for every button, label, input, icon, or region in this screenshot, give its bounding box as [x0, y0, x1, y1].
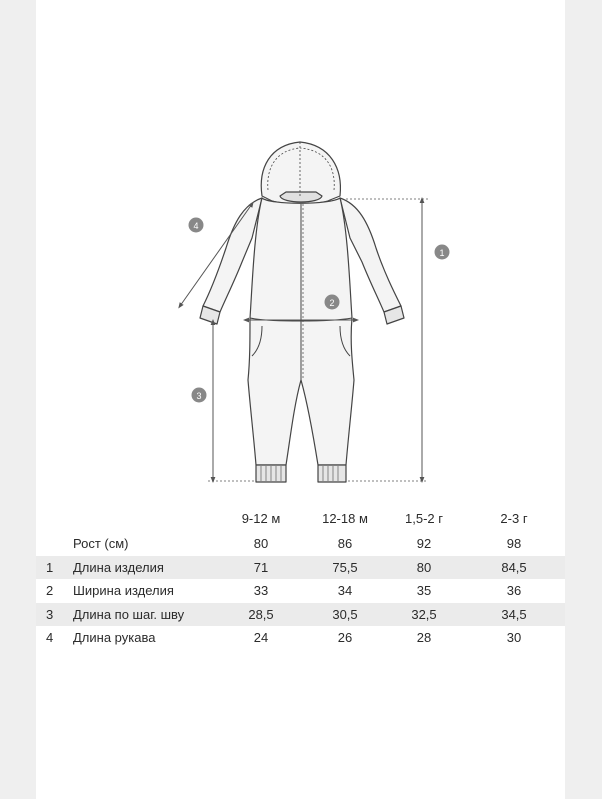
table-row-inseam [36, 603, 565, 627]
size-header: 2-3 г [500, 511, 528, 526]
row-value: 80 [416, 559, 432, 575]
row-value: 36 [506, 583, 522, 598]
row-label: Длина изделия [73, 559, 164, 575]
size-header: 1,5-2 г [405, 511, 443, 526]
size-table [36, 506, 565, 650]
size-header: 9-12 м [241, 511, 281, 526]
row-value: 24 [253, 630, 269, 645]
marker-2 [325, 295, 340, 310]
row-value: 30 [506, 630, 522, 645]
hood-inner [280, 192, 322, 202]
size-header-row [36, 506, 565, 532]
marker-3 [192, 388, 207, 403]
row-value: 30,5 [332, 606, 358, 622]
table-row-length [36, 556, 565, 580]
svg-text:2: 2 [329, 298, 335, 308]
row-label: Длина рукава [73, 630, 156, 645]
svg-text:3: 3 [196, 391, 202, 401]
row-value: 34 [337, 583, 353, 598]
svg-text:1: 1 [439, 248, 445, 258]
svg-text:4: 4 [193, 221, 199, 231]
size-header: 12-18 м [322, 511, 368, 526]
row-number: 1 [46, 559, 54, 575]
right-ankle-cuff [318, 465, 346, 482]
row-value: 34,5 [501, 606, 527, 622]
row-value: 26 [337, 630, 353, 645]
table-row-sleeve [36, 626, 565, 650]
row-number: 4 [46, 630, 54, 645]
marker-4 [189, 218, 204, 233]
row-number: 3 [46, 606, 54, 622]
row-number: 2 [46, 583, 54, 598]
table-row-width [36, 579, 565, 603]
row-label: Рост (см) [73, 536, 129, 551]
row-label: Ширина изделия [73, 583, 174, 598]
row-value: 28,5 [248, 606, 274, 622]
row-value: 35 [416, 583, 432, 598]
row-value: 80 [253, 536, 269, 551]
row-value: 92 [416, 536, 432, 551]
row-value: 32,5 [411, 606, 437, 622]
row-value: 75,5 [332, 559, 358, 575]
marker-1 [435, 245, 450, 260]
row-value: 71 [253, 559, 269, 575]
table-row-height [36, 532, 565, 556]
row-value: 98 [506, 536, 522, 551]
row-value: 33 [253, 583, 269, 598]
jumpsuit-drawing [200, 142, 404, 482]
row-label: Длина по шаг. шву [73, 606, 185, 622]
row-value: 86 [337, 536, 353, 551]
row-value: 28 [416, 630, 432, 645]
row-value: 84,5 [501, 559, 527, 575]
